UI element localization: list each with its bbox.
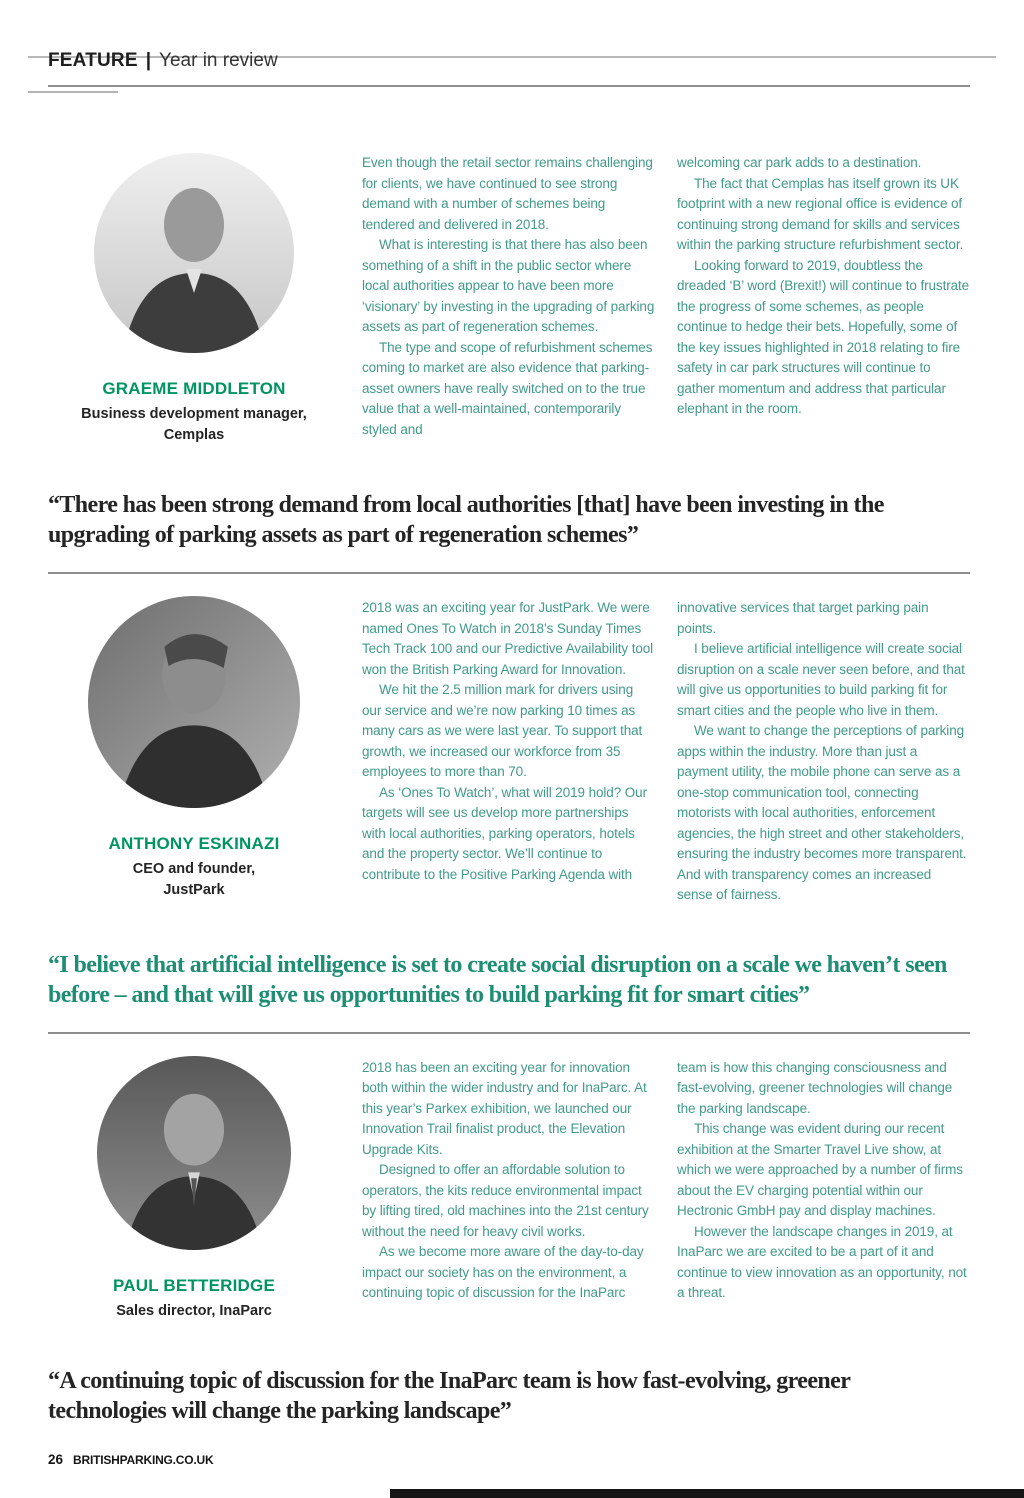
- pull-quote: “There has been strong demand from local authorities [that] have been investing in the upgrading of parking assets as part of regeneration schemes”: [48, 492, 884, 549]
- person-role: [48, 404, 340, 446]
- page-header: [48, 50, 970, 87]
- bottom-trim-bar: [390, 1489, 1024, 1498]
- paragraph: We want to change the perceptions of parking apps within the industry. More than just a payment utility, the mobile phone can serve as a one-stop communication tool, connecting motorists with local authorities, enforcement agencies, the high street and other stakeholders, ensuring the industry becomes more transparent. And with transparency comes an increased sense of fairness.: [677, 723, 967, 903]
- portrait-photo: [97, 1056, 291, 1250]
- person-role-line: Cemplas: [163, 427, 225, 444]
- person-name: PAUL BETTERIDGE: [113, 1275, 275, 1295]
- paragraph: As ‘Ones To Watch’, what will 2019 hold? Our targets will see us develop more partnerships with local authorities, parking operators, hotels and the property sector. We’ll continue to contribute to the Positive Parking Agenda with: [362, 784, 647, 882]
- paragraph: Designed to offer an affordable solution to operators, the kits reduce environmental impact by lifting tired, old machines into the 21st century without the need for heavy civil works.: [362, 1162, 649, 1239]
- paragraph: innovative services that target parking pain points.: [677, 600, 929, 636]
- article-column-right: [677, 151, 970, 446]
- article-column-right: [677, 1056, 970, 1322]
- portrait-photo: [88, 596, 300, 808]
- paragraph: Looking forward to 2019, doubtless the dreaded ‘B’ word (Brexit!) will continue to frustrate the progress of some schemes, as people continue to hedge their bets. Hopefully, some of the key issues highlighted in 2018 relating to fire safety in car park structures will continue to gather momentum and address that particular elephant in the room.: [677, 257, 970, 416]
- profile-block: [48, 151, 340, 446]
- paragraph: However the landscape changes in 2019, at InaParc we are excited to be a part of it and continue to view innovation as an opportunity, not a threat.: [677, 1223, 967, 1301]
- divider-rule: [48, 1032, 970, 1034]
- header-separator: |: [145, 50, 152, 71]
- pull-quote: “I believe that artificial intelligence is set to create social disruption on a scale we haven’t seen before – and that will give us opportunities to build parking fit for smart cities”: [48, 951, 947, 1008]
- article-column-left: [362, 151, 655, 446]
- article-column-left: [362, 596, 655, 906]
- person-role: [48, 1301, 340, 1322]
- portrait-photo: [94, 153, 294, 353]
- paragraph: welcoming car park adds to a destination.: [677, 155, 922, 170]
- article-column-right: [677, 596, 970, 906]
- paragraph: The type and scope of refurbishment schemes coming to market are also evidence that parking-asset owners have really switched on to the true value that a well-maintained, contemporarily styled and: [362, 339, 653, 437]
- page-number: 26: [48, 1451, 64, 1467]
- interview-section-anthony-eskinazi: [48, 596, 970, 906]
- person-silhouette-icon: [94, 153, 294, 353]
- person-role-line: JustPark: [163, 882, 225, 899]
- site-name: BRITISHPARKING.CO.UK: [73, 1452, 214, 1467]
- article-column-left: [362, 1056, 655, 1322]
- paragraph: 2018 was an exciting year for JustPark. We were named Ones To Watch in 2018’s Sunday Times Tech Track 100 and our Predictive Availability tool won the British Parking Award for Innovation.: [362, 600, 654, 677]
- paragraph: team is how this changing consciousness and fast-evolving, greener technologies will change the parking landscape.: [677, 1059, 953, 1116]
- paragraph: We hit the 2.5 million mark for drivers using our service and we’re now parking 10 times as many cars as we were last year. To support that growth, we increased our workforce from 35 employees to more than 70.: [362, 682, 643, 780]
- page-footer: [48, 1452, 970, 1467]
- profile-block: [48, 1056, 340, 1322]
- section-title: Year in review: [159, 50, 278, 71]
- paragraph: What is interesting is that there has also been something of a shift in the public sector where local authorities appear to have been more ‘visionary’ by investing in the upgrading of parking assets as part of regeneration schemes.: [362, 237, 655, 334]
- paragraph: This change was evident during our recent exhibition at the Smarter Travel Live show, at which we were approached by a number of firms about the EV charging potential within our Hectronic GmbH pay and display machines.: [677, 1121, 963, 1219]
- paragraph: Even though the retail sector remains challenging for clients, we have continued to see strong demand with a number of schemes being tendered and delivered in 2018.: [362, 155, 653, 232]
- person-silhouette-icon: [97, 1056, 291, 1250]
- paragraph: I believe artificial intelligence will create social disruption on a scale never seen before, and that will give us opportunities to build parking fit for smart cities and the people who live in them.: [677, 641, 965, 718]
- person-role-line: Sales director, InaParc: [116, 1302, 272, 1319]
- interview-section-paul-betteridge: [48, 1056, 970, 1322]
- pull-quote: “A continuing topic of discussion for the InaParc team is how fast-evolving, greener technologies will change the parking landscape”: [48, 1367, 850, 1424]
- interview-section-graeme-middleton: [48, 151, 970, 446]
- person-role: [48, 859, 340, 901]
- paragraph: 2018 has been an exciting year for innovation both within the wider industry and for InaParc. At this year’s Parkex exhibition, we launched our Innovation Trail finalist product, the Elevation Upgrade Kits.: [362, 1059, 647, 1157]
- divider-rule: [48, 572, 970, 574]
- profile-block: [48, 596, 340, 906]
- person-role-line: CEO and founder,: [132, 861, 256, 878]
- person-silhouette-icon: [88, 596, 300, 808]
- magazine-page: [0, 50, 1024, 1467]
- paragraph: The fact that Cemplas has itself grown its UK footprint with a new regional office is evidence of continuing strong demand for skills and services within the parking structure refurbishment sector.: [677, 175, 964, 252]
- person-role-line: Business development manager,: [81, 406, 307, 422]
- paragraph: As we become more aware of the day-to-day impact our society has on the environment, a continuing topic of discussion for the InaParc: [362, 1244, 644, 1301]
- person-name: GRAEME MIDDLETON: [102, 379, 286, 398]
- feature-label: FEATURE: [48, 50, 138, 71]
- person-name: ANTHONY ESKINAZI: [108, 834, 280, 854]
